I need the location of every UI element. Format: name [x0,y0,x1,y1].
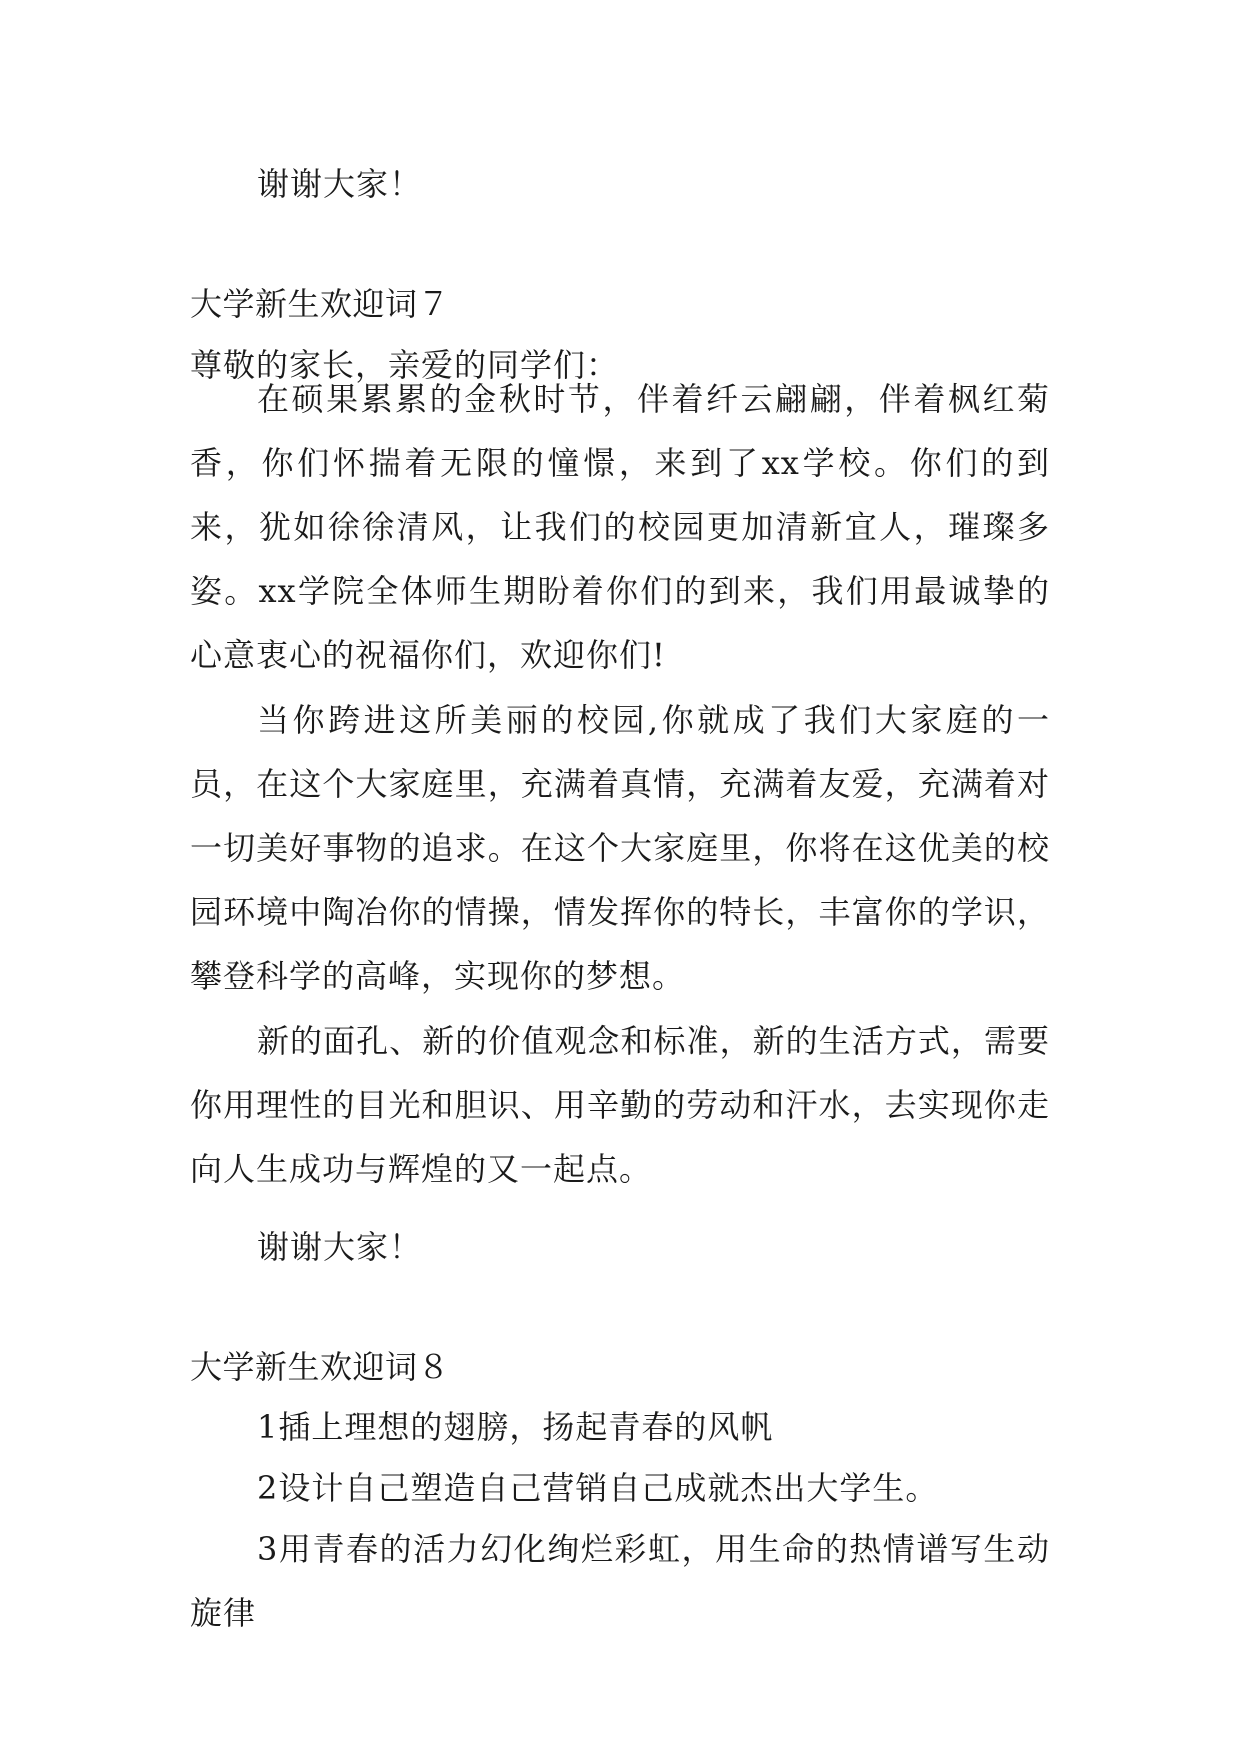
salutation: 尊敬的家长，亲爱的同学们： [190,346,620,384]
paragraph: 新的面孔、新的价值观念和标准，新的生活方式，需要你用理性的目光和胆识、用辛勤的劳动和汗水，去实现你走向人生成功与辉煌的又一起点。 [190,1022,1050,1188]
list-item: 3用青春的活力幻化绚烂彩虹，用生命的热情谱写生动旋律 [190,1530,1050,1632]
closing-thanks: 谢谢大家！ [257,165,423,203]
section-title: 大学新生欢迎词８ [190,1348,451,1386]
closing-thanks: 谢谢大家！ [257,1228,423,1266]
list-item: 2设计自己塑造自己营销自己成就杰出大学生。 [257,1469,939,1507]
section-title: 大学新生欢迎词７ [190,285,451,323]
paragraph: 在硕果累累的金秋时节，伴着纤云翩翩，伴着枫红菊香，你们怀揣着无限的憧憬，来到了xx学校。你们的到来，犹如徐徐清风，让我们的校园更加清新宜人，璀璨多姿。xx学院全体师生期盼着你们的到来，我们用最诚挚的心意衷心的祝福你们，欢迎你们! [190,380,1050,674]
list-item: 1插上理想的翅膀，扬起青春的风帆 [257,1408,774,1446]
paragraph: 当你跨进这所美丽的校园,你就成了我们大家庭的一员，在这个大家庭里，充满着真情，充满着友爱，充满着对一切美好事物的追求。在这个大家庭里，你将在这优美的校园环境中陶冶你的情操，情发挥你的特长，丰富你的学识，攀登科学的高峰，实现你的梦想。 [190,701,1050,995]
